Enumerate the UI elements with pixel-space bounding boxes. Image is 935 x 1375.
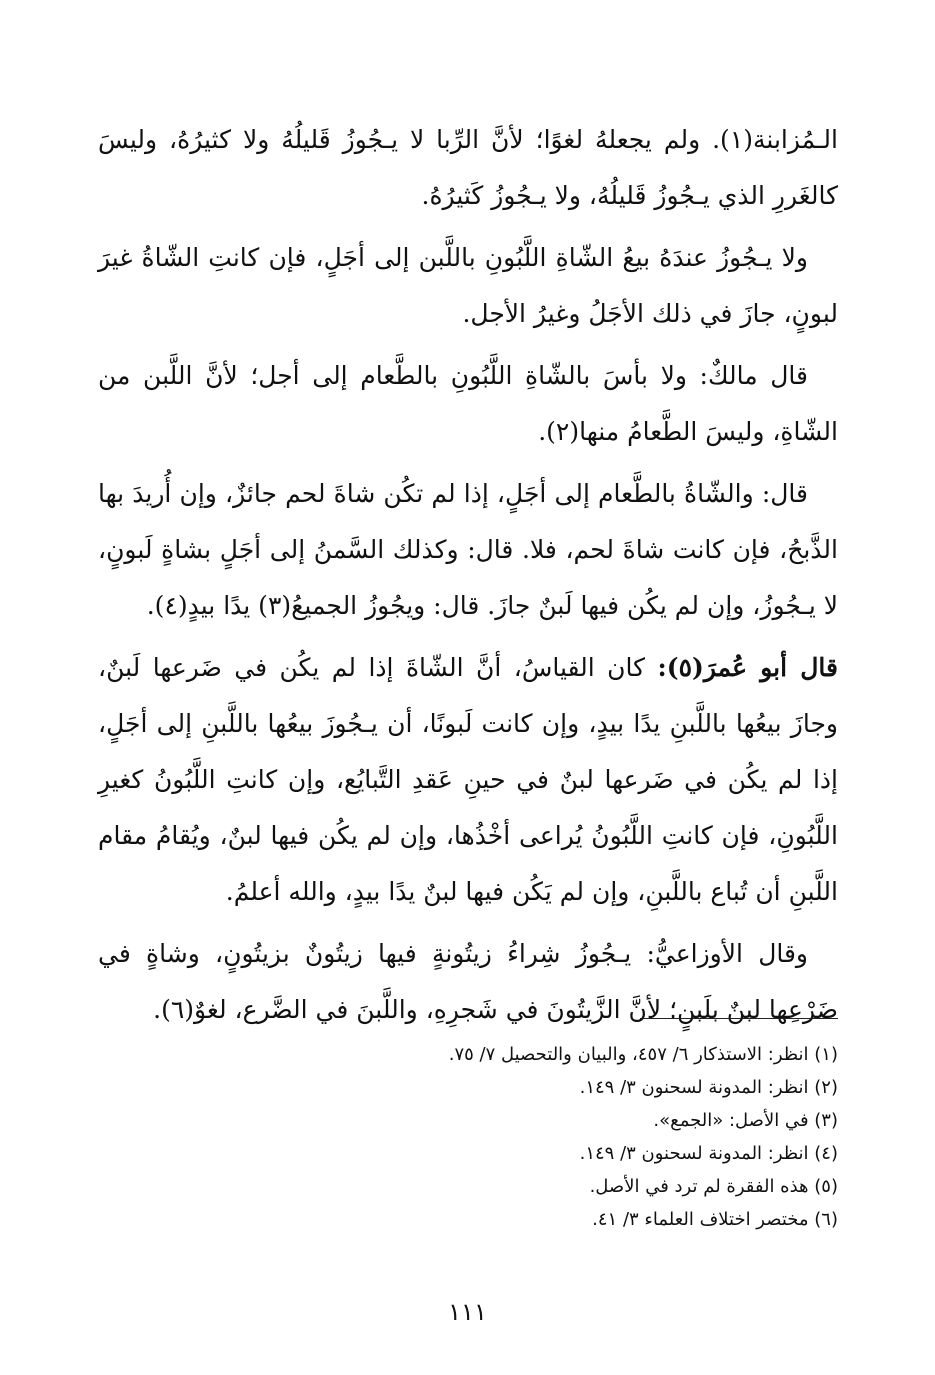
footnotes	[98, 1038, 838, 1236]
main-text-body	[98, 112, 838, 1044]
footnote-separator	[640, 1018, 838, 1019]
footnote-3: (٣) في الأصل: «الجمع».	[653, 1110, 838, 1131]
footnote-6: (٦) مختصر اختلاف العلماء ٣/ ٤١.	[592, 1209, 838, 1230]
paragraph-6: وقال الأوزاعيُّ: يـجُوزُ شِراءُ زيتُونةٍ فيها زيتُونٌ بزيتُونٍ، وشاةٍ في ضَرْعِها لبنٌ بلَبنٍ؛ لأنَّ الزَّيتُونَ في شَجرِهِ، واللَّبنَ في الضَّرع، لغوٌ(٦).	[98, 939, 838, 1024]
paragraph-5	[98, 640, 838, 920]
paragraph-3: قال مالكٌ: ولا بأسَ بالشّاةِ اللَّبُونِ بالطَّعام إلى أجل؛ لأنَّ اللَّبن من الشّاةِ، وليسَ الطَّعامُ منها(٢).	[98, 361, 838, 446]
footnote-5: (٥) هذه الفقرة لم ترد في الأصل.	[589, 1176, 838, 1197]
paragraph-5-lead: قال أبو عُمرَ(٥):	[657, 653, 838, 682]
paragraph-1: الـمُزابنة(١). ولم يجعلهُ لغوًا؛ لأنَّ الرِّبا لا يـجُوزُ قَليلُهُ ولا كثيرُهُ، وليسَ كالغَررِ الذي يـجُوزُ قَليلُهُ، ولا يـجُوزُ كَثيرُهُ.	[98, 125, 838, 210]
paragraph-2: ولا يـجُوزُ عندَهُ بيعُ الشّاةِ اللَّبُونِ باللَّبن إلى أجَلٍ، فإن كانتِ الشّاةُ غيرَ لبونٍ، جازَ في ذلك الأجَلُ وغيرُ الأجل.	[98, 243, 838, 328]
paragraph-4: قال: والشّاةُ بالطَّعام إلى أجَلٍ، إذا لم تكُن شاةَ لحم جائزٌ، وإن أُريدَ بها الذَّبحُ، فإن كانت شاةَ لحم، فلا. قال: وكذلك السَّمنُ إلى أجَلٍ بشاةٍ لَبونٍ، لا يـجُوزُ، وإن لم يكُن فيها لَبنٌ جازَ. قال: ويجُوزُ الجميعُ(٣) يدًا بيدٍ(٤).	[98, 479, 838, 620]
page-number: ١١١	[448, 1298, 487, 1326]
footnote-4: (٤) انظر: المدونة لسحنون ٣/ ١٤٩.	[579, 1143, 838, 1164]
footnote-2: (٢) انظر: المدونة لسحنون ٣/ ١٤٩.	[579, 1077, 838, 1098]
footnote-1: (١) انظر: الاستذكار ٦/ ٤٥٧، والبيان والتحصيل ٧/ ٧٥.	[448, 1044, 838, 1065]
paragraph-5-text: كان القياسُ، أنَّ الشّاةَ إذا لم يكُن في ضَرعها لَبنٌ، وجازَ بيعُها باللَّبنِ يدًا بيدٍ، وإن كانت لَبونًا، أن يـجُوزَ بيعُها باللَّبنِ إلى أجَلٍ، إذا لم يكُن في ضَرعها لبنٌ في حينِ عَقدِ التَّبايُع، وإن كانتِ اللَّبُونُ كغيرِ اللَّبُونِ، فإن كانتِ اللَّبُونُ يُراعى أخْذُها، وإن لم يكُن فيها لبنٌ، ويُقامُ مقام اللَّبنِ أن تُباع باللَّبنِ، وإن لم يَكُن فيها لبنٌ يدًا بيدٍ، والله أعلمُ.	[98, 653, 838, 906]
